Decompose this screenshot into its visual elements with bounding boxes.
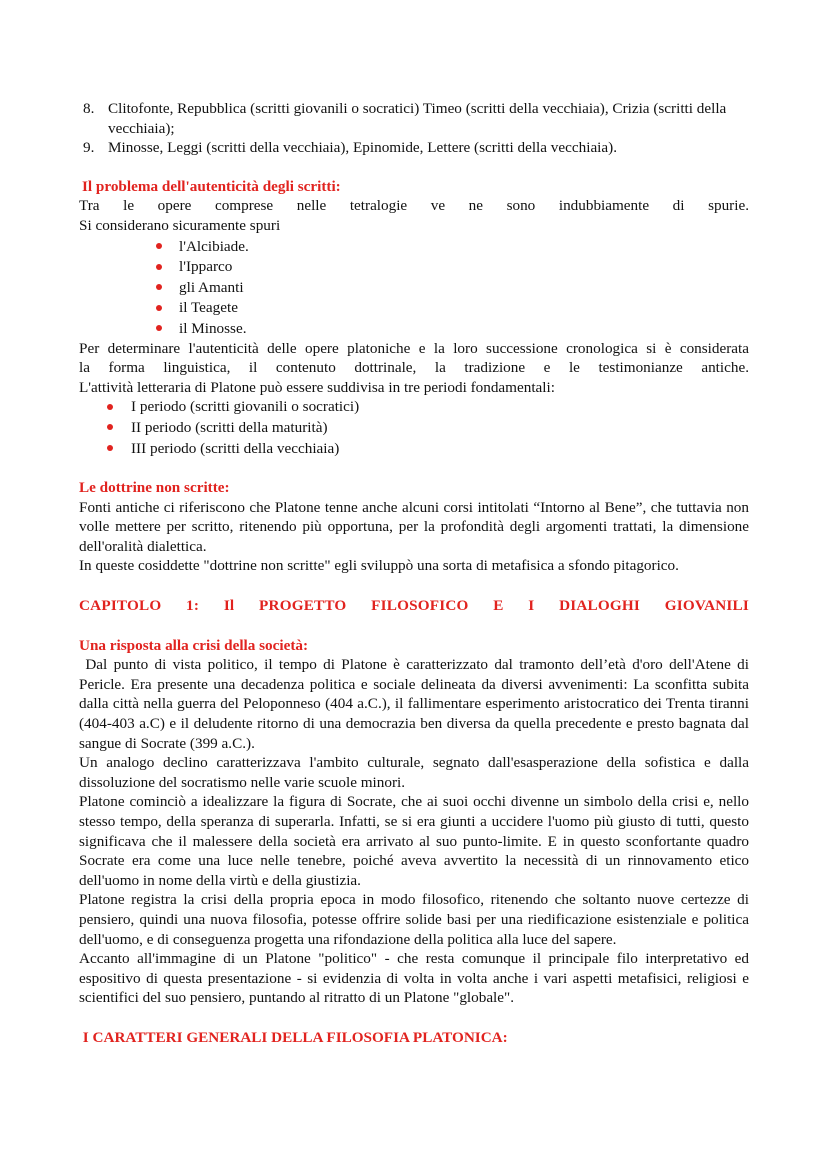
- paragraph: Dal punto di vista politico, il tempo di Platone è caratterizzato dal tramonto dell’età d'oro dell'Atene di Pericle. Era presente una decadenza politica e sociale delineata da diversi avvenimenti: La sconfitta subita dalla città nella guerra del Peloponneso (404 a.C.), il fallimentare esperimento aristocratico dei Trenta tiranni (404-403 a.C) e il deludente ritorno di una democrazia ben diversa da quella precedente e presto bagnata dal sangue di Socrate (399 a.C.).: [79, 656, 753, 752]
- paragraph-line: Tra le opere comprese nelle tetralogie ve ne sono indubbiamente di spurie.: [79, 197, 749, 215]
- list-item: [79, 319, 749, 339]
- chapter-word: 1:: [186, 597, 200, 615]
- section-heading-crisis: Una risposta alla crisi della società:: [79, 636, 309, 654]
- chapter-word: CAPITOLO: [79, 597, 162, 615]
- paragraph-line: L'attività letteraria di Platone può essere suddivisa in tre periodi fondamentali:: [79, 378, 555, 396]
- section-heading-authenticity: Il problema dell'autenticità degli scritti:: [82, 177, 341, 195]
- list-text: Clitofonte, Repubblica (scritti giovanili o socratici) Timeo (scritti della vecchiaia), Crizia (scritti della vecchiaia);: [108, 100, 727, 137]
- list-item: [79, 278, 749, 298]
- paragraph-line: la forma linguistica, il contenuto dottrinale, la tradizione e le testimonianze antiche.: [79, 359, 749, 377]
- paragraph: Platone cominciò a idealizzare la figura di Socrate, che ai suoi occhi divenne un simbolo della crisi e, nello stesso tempo, della speranza di superarla. Infatti, se si era giunti a uccidere l'uomo più giusto di tutti, questo significava che il malessere della società era arrivato al suo punto-limite. E in questo sconfortante quadro Socrate era come una luce nelle tenebre, poiché aveva avvertito la necessità di un rinnovamento etico dell'uomo in nome della virtù e della giustizia.: [79, 793, 749, 889]
- list-item: [79, 138, 749, 158]
- paragraph: Platone registra la crisi della propria epoca in modo filosofico, ritenendo che soltanto nuove certezze di pensiero, quindi una nuova filosofia, potesse offrire solide basi per una riedificazione esistenziale e politica dell'uomo, e di conseguenza progetta una rifondazione della politica alla luce del sapere.: [79, 891, 749, 948]
- section-heading-general: I CARATTERI GENERALI DELLA FILOSOFIA PLATONICA:: [79, 1028, 508, 1046]
- list-item: [79, 439, 749, 459]
- list-item: [79, 237, 749, 257]
- list-text: il Teagete: [179, 299, 238, 317]
- bullet-icon: [156, 243, 162, 249]
- paragraph: Fonti antiche ci riferiscono che Platone tenne anche alcuni corsi intitolati “Intorno al Bene”, che tuttavia non volle mettere per scritto, ritenendo più opportuna, per la profondità degli argomenti trattati, la dimensione dell'oralità dialettica.: [79, 498, 749, 555]
- list-text: Minosse, Leggi (scritti della vecchiaia), Epinomide, Lettere (scritti della vecchiaia).: [108, 139, 617, 157]
- section-heading-unwritten: Le dottrine non scritte:: [79, 479, 230, 497]
- bullet-icon: [156, 264, 162, 270]
- list-text: gli Amanti: [179, 278, 244, 296]
- page-content: [79, 99, 753, 1048]
- bullet-icon: [156, 305, 162, 311]
- paragraph-line: Si considerano sicuramente spuri: [79, 216, 281, 234]
- paragraph: In queste cosiddette "dottrine non scritte" egli sviluppò una sorta di metafisica a sfondo pitagorico.: [79, 557, 679, 575]
- list-item: [79, 418, 749, 438]
- paragraph: Un analogo declino caratterizzava l'ambito culturale, segnato dall'esasperazione della sofistica e dalla dissoluzione del socratismo nelle varie scuole minori.: [79, 754, 749, 791]
- list-item: [79, 257, 749, 277]
- bullet-icon: [107, 404, 113, 410]
- chapter-word: DIALOGHI: [559, 597, 641, 615]
- chapter-title: [79, 596, 749, 616]
- list-item: [79, 397, 749, 417]
- list-item: [79, 99, 749, 138]
- bullet-icon: [156, 284, 162, 290]
- chapter-word: I: [528, 597, 535, 615]
- periods-list: [79, 397, 749, 458]
- list-text: il Minosse.: [179, 319, 247, 337]
- bullet-icon: [107, 424, 113, 430]
- list-item: [79, 298, 749, 318]
- bullet-icon: [107, 445, 113, 451]
- bullet-icon: [156, 325, 162, 331]
- chapter-word: GIOVANILI: [664, 597, 749, 615]
- chapter-word: PROGETTO: [259, 597, 347, 615]
- chapter-word: E: [493, 597, 504, 615]
- list-text: l'Ipparco: [179, 258, 233, 276]
- chapter-word: Il: [223, 597, 235, 615]
- spurious-list: [79, 237, 749, 339]
- list-text: II periodo (scritti della maturità): [131, 418, 328, 436]
- list-number: 9.: [83, 139, 95, 157]
- list-text: III periodo (scritti della vecchiaia): [131, 439, 340, 457]
- list-text: I periodo (scritti giovanili o socratici): [131, 398, 360, 416]
- paragraph: Accanto all'immagine di un Platone "politico" - che resta comunque il principale filo interpretativo ed espositivo di questa presentazione - si evidenzia di volta in volta anche i vari aspetti metafisici, religiosi e scientifici del suo pensiero, puntando al ritratto di un Platone "globale".: [79, 950, 749, 1007]
- paragraph-line: Per determinare l'autenticità delle opere platoniche e la loro successione cronologica si è considerata: [79, 339, 749, 357]
- works-list: [79, 99, 749, 158]
- list-number: 8.: [83, 100, 95, 117]
- chapter-word: FILOSOFICO: [371, 597, 469, 615]
- list-text: l'Alcibiade.: [179, 237, 249, 255]
